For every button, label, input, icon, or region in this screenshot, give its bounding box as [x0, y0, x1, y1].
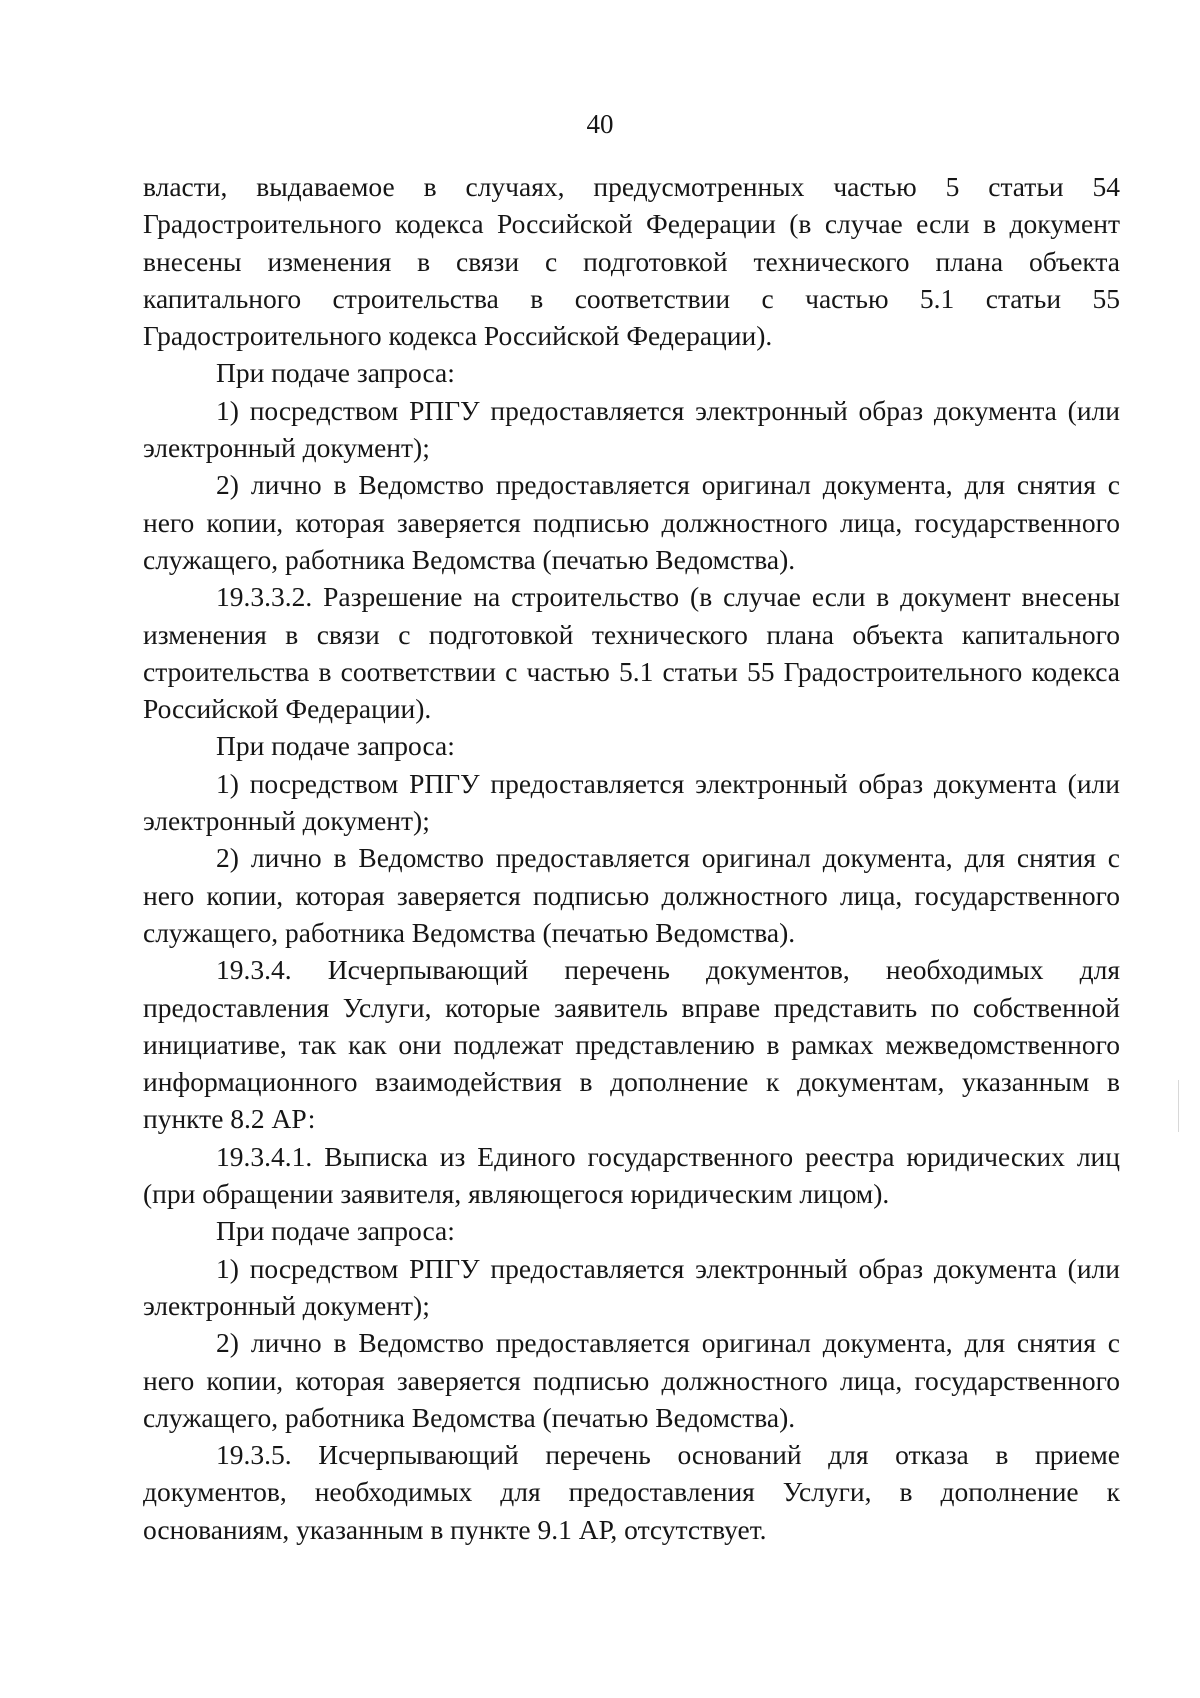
paragraph-continuation: власти, выдаваемое в случаях, предусмотренных частью 5 статьи 54 Градостроительного кодекса Российской Федерации (в случае если в документ внесены изменения в связи с подготовкой технического плана объекта капитального строительства в соответствии с частью 5.1 статьи 55 Градостроительного кодекса Российской Федерации). — [143, 171, 1120, 352]
document-body — [143, 168, 1120, 1548]
paragraph-in-person-option: 2) лично в Ведомство предоставляется оригинал документа, для снятия с него копии, которая заверяется подписью должностного лица, государственного служащего, работника Ведомства (печатью Ведомства). — [143, 469, 1120, 575]
paragraph-in-person-option: 2) лично в Ведомство предоставляется оригинал документа, для снятия с него копии, которая заверяется подписью должностного лица, государственного служащего, работника Ведомства (печатью Ведомства). — [143, 842, 1120, 948]
paragraph-request-heading: При подаче запроса: — [216, 730, 455, 762]
paragraph-19-3-4-1: 19.3.4.1. Выписка из Единого государственного реестра юридических лиц (при обращении заявителя, являющегося юридическим лицом). — [143, 1140, 1120, 1210]
paragraph-in-person-option: 2) лично в Ведомство предоставляется оригинал документа, для снятия с него копии, которая заверяется подписью должностного лица, государственного служащего, работника Ведомства (печатью Ведомства). — [143, 1327, 1120, 1433]
paragraph-request-heading: При подаче запроса: — [216, 357, 455, 389]
paragraph-19-3-3-2: 19.3.3.2. Разрешение на строительство (в случае если в документ внесены изменения в связи с подготовкой технического плана объекта капитального строительства в соответствии с частью 5.1 статьи 55 Градостроительного кодекса Российской Федерации). — [143, 581, 1120, 725]
scan-edge-mark — [1178, 1080, 1179, 1132]
paragraph-request-heading: При подаче запроса: — [216, 1215, 455, 1247]
paragraph-rpgu-option: 1) посредством РПГУ предоставляется электронный образ документа (или электронный документ); — [143, 767, 1120, 837]
paragraph-rpgu-option: 1) посредством РПГУ предоставляется электронный образ документа (или электронный документ); — [143, 1252, 1120, 1321]
page-number: 40 — [586, 109, 614, 139]
paragraph-19-3-5: 19.3.5. Исчерпывающий перечень оснований для отказа в приеме документов, необходимых для предоставления Услуги, в дополнение к основаниям, указанным в пункте 9.1 АР, отсутствует. — [143, 1439, 1120, 1545]
paragraph-rpgu-option: 1) посредством РПГУ предоставляется электронный образ документа (или электронный документ); — [143, 394, 1120, 464]
paragraph-19-3-4: 19.3.4. Исчерпывающий перечень документов, необходимых для предоставления Услуги, которые заявитель вправе представить по собственной инициативе, так как они подлежат представлению в рамках межведомственного информационного взаимодействия в дополнение к документам, указанным в пункте 8.2 АР: — [143, 954, 1120, 1135]
